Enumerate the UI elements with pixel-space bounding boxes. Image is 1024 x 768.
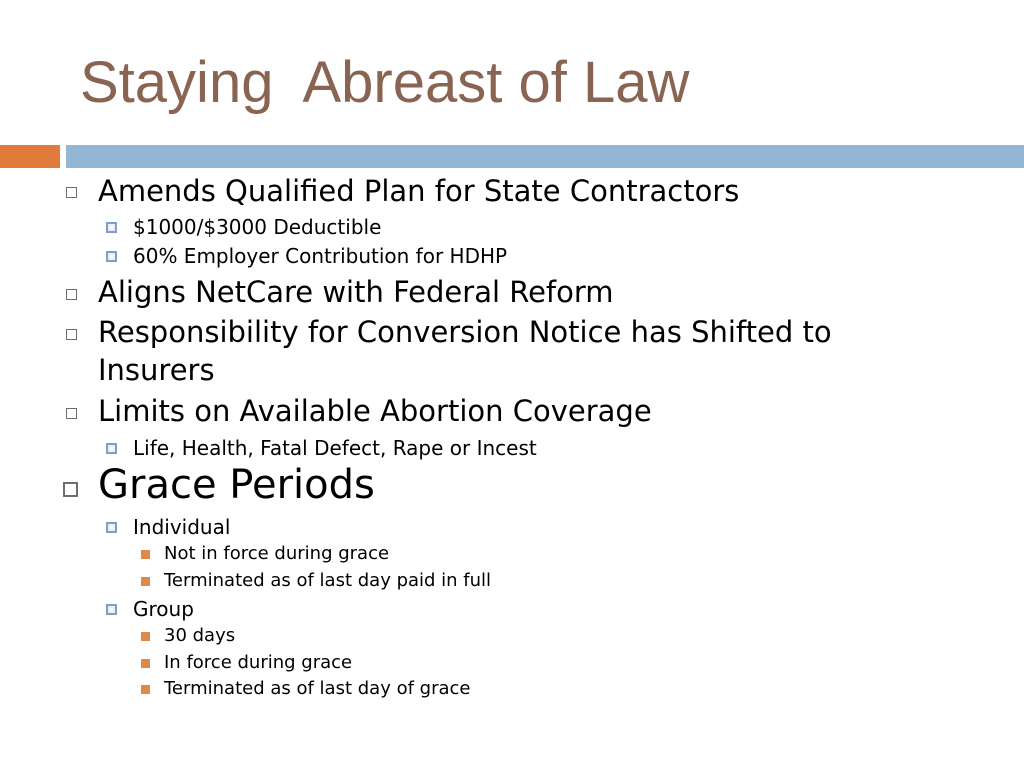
bullet-limits-abortion: Limits on Available Abortion Coverage xyxy=(98,394,652,428)
blue-square-bullet-icon xyxy=(106,251,117,262)
sub-bullet-employer-contribution: 60% Employer Contribution for HDHP xyxy=(133,244,508,268)
hollow-square-bullet-icon xyxy=(66,329,77,340)
hollow-square-bullet-icon xyxy=(63,482,78,497)
bullet-aligns-netcare: Aligns NetCare with Federal Reform xyxy=(98,275,614,309)
sub-bullet-life-health: Life, Health, Fatal Defect, Rape or Incest xyxy=(133,436,537,460)
orange-square-bullet-icon xyxy=(141,659,150,668)
detail-30-days: 30 days xyxy=(164,625,236,646)
blue-square-bullet-icon xyxy=(106,222,117,233)
detail-not-in-force: Not in force during grace xyxy=(164,543,390,564)
accent-bar-blue xyxy=(66,145,1024,168)
blue-square-bullet-icon xyxy=(106,522,117,533)
sub-bullet-individual: Individual xyxy=(133,515,231,539)
hollow-square-bullet-icon xyxy=(66,408,77,419)
bullet-responsibility-line2: Insurers xyxy=(98,353,215,387)
orange-square-bullet-icon xyxy=(141,550,150,559)
detail-terminated-paid: Terminated as of last day paid in full xyxy=(164,570,492,591)
bullet-amends-plan: Amends Qualified Plan for State Contractors xyxy=(98,174,740,208)
accent-bar-orange xyxy=(0,145,60,168)
hollow-square-bullet-icon xyxy=(66,289,77,300)
orange-square-bullet-icon xyxy=(141,577,150,586)
orange-square-bullet-icon xyxy=(141,632,150,641)
sub-bullet-group: Group xyxy=(133,597,194,621)
detail-terminated-grace: Terminated as of last day of grace xyxy=(164,678,471,699)
blue-square-bullet-icon xyxy=(106,604,117,615)
bullet-responsibility-line1: Responsibility for Conversion Notice has Shifted to xyxy=(98,315,832,349)
sub-bullet-deductible: $1000/$3000 Deductible xyxy=(133,215,382,239)
blue-square-bullet-icon xyxy=(106,443,117,454)
orange-square-bullet-icon xyxy=(141,685,150,694)
hollow-square-bullet-icon xyxy=(66,187,77,198)
slide-title: Staying Abreast of Law xyxy=(80,50,690,115)
detail-in-force-grace: In force during grace xyxy=(164,652,353,673)
bullet-grace-periods: Grace Periods xyxy=(98,462,375,508)
